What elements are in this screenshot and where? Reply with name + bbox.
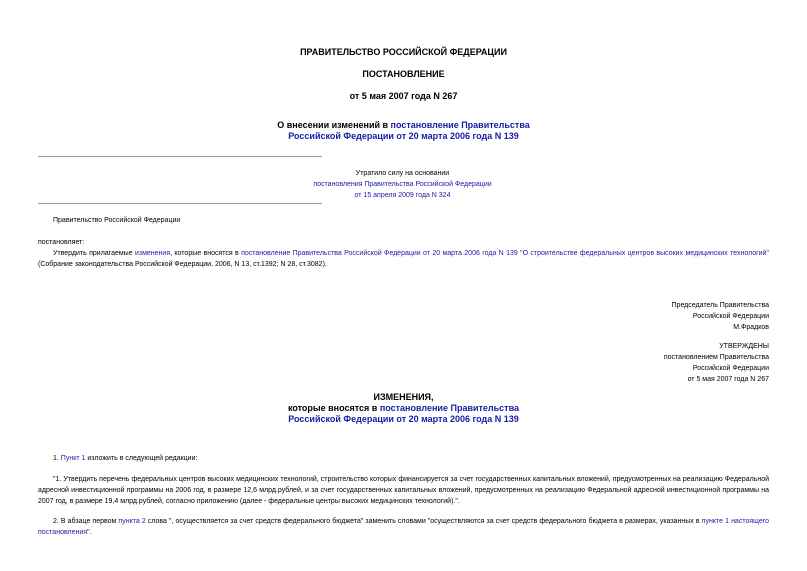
item1-text: "1. Утвердить перечень федеральных центров высоких медицинских технологий, строительство которых финансируется за счет государственных капитальных вложений, предусмотренных на реализацию Федеральной адресной инвестиционной программы на 2006 год, в размере 12,6 млрд.рублей, и за счет государственных капитальных вложений, предусмотренных на реализацию Федеральной адресной инвестиционной программы на 2007 год, в размере 19,4 млрд.рублей, согласно приложению (далее - федеральные центры высоких медицинских технологий).".: [38, 476, 769, 505]
resolution-139-link[interactable]: постановление Правительства Российской Федерации от 20 марта 2006 года N 139: [241, 250, 518, 257]
item2-suffix: ".: [87, 529, 92, 536]
item1-number: 1.: [53, 455, 61, 462]
item2-prefix: 2. В абзаце первом: [53, 518, 119, 525]
item1-intro: [53, 453, 197, 464]
approved-line2: постановлением Правительства: [663, 354, 769, 361]
para1-mid: , которые вносятся в: [170, 250, 242, 257]
changes-resolution-link[interactable]: постановление Правительства: [379, 403, 520, 413]
item2-text: [38, 516, 769, 538]
item2-mid: слова ", осуществляется за счет средств федерального бюджета" заменить словами "осуществляются за счет средств федерального бюджета в размерах, указанных в: [145, 518, 702, 525]
item2-this-resolution-link[interactable]: настоящего постановления: [38, 518, 769, 536]
signature-line1: Председатель Правительства: [671, 302, 769, 309]
item1-suffix: изложить в следующей редакции:: [85, 455, 198, 462]
changes-resolution-link-cont[interactable]: Российской Федерации от 20 марта 2006 года N 139: [288, 414, 519, 424]
doc-title: [0, 120, 807, 142]
changes-link[interactable]: изменения: [134, 250, 171, 257]
approved-block: [560, 341, 769, 385]
item2-point-link[interactable]: пункта 2: [118, 518, 146, 525]
resolution-paragraph: [38, 248, 769, 270]
doc-date-number: от 5 мая 2007 года N 267: [349, 91, 458, 101]
item1-point-link[interactable]: Пункт 1: [60, 455, 86, 462]
changes-sub-prefix: которые вносятся в: [287, 403, 380, 413]
approved-line3: Российской Федерации: [692, 365, 769, 372]
changes-title: ИЗМЕНЕНИЯ,: [373, 392, 434, 402]
resolution-139-title-link[interactable]: "О строительстве федеральных центров высоких медицинских технологий": [517, 250, 769, 257]
status-note-line1: Утратило силу на основании: [355, 170, 450, 177]
divider-bottom: [38, 203, 322, 204]
amended-resolution-link[interactable]: постановление Правительства: [390, 120, 530, 130]
para1-suffix: (Собрание законодательства Российской Федерации, 2006, N 13, ст.1392; N 28, ст.3082).: [38, 261, 327, 268]
signature-name: М.Фрадков: [733, 324, 769, 331]
resolves-text: постановляет:: [38, 239, 85, 246]
repeal-resolution-link[interactable]: постановления Правительства Российской Федерации: [313, 181, 492, 188]
doc-title-prefix: О внесении изменений в: [277, 120, 391, 130]
para1-prefix: Утвердить прилагаемые: [53, 250, 135, 257]
changes-heading: [0, 392, 807, 425]
repeal-resolution-link-date[interactable]: от 15 апреля 2009 года N 324: [354, 192, 451, 199]
approved-line4: от 5 мая 2007 года N 267: [687, 376, 769, 383]
government-heading: ПРАВИТЕЛЬСТВО РОССИЙСКОЙ ФЕДЕРАЦИИ: [300, 47, 507, 57]
divider-top: [38, 156, 322, 157]
item2-point1-link[interactable]: пункте 1: [701, 518, 729, 525]
status-note: [270, 168, 535, 201]
signature-line2: Российской Федерации: [692, 313, 769, 320]
issuer-text: Правительство Российской Федерации: [53, 217, 181, 224]
approved-line1: УТВЕРЖДЕНЫ: [719, 343, 769, 350]
signature-block: [560, 300, 769, 333]
amended-resolution-link-cont[interactable]: Российской Федерации от 20 марта 2006 года N 139: [288, 131, 519, 141]
doc-type-heading: ПОСТАНОВЛЕНИЕ: [362, 69, 445, 79]
